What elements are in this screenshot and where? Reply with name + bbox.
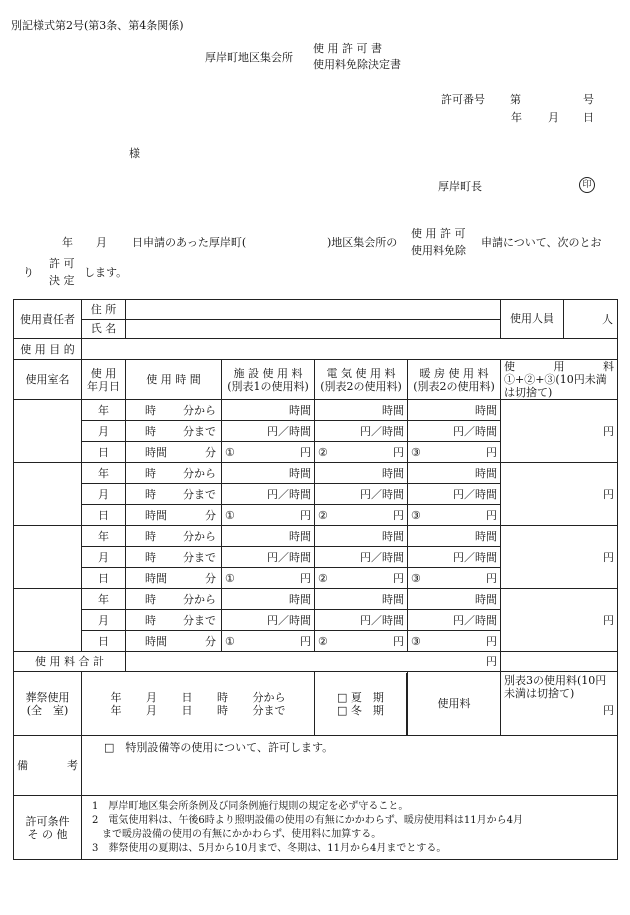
condition-2a: 2 電気使用料は、午後6時より照明設備の使用の有無にかかわらず、暖房使用料は11月から4月	[92, 814, 524, 826]
title-line2: 使用料免除決定書	[313, 58, 401, 71]
elec-subtotal	[315, 442, 408, 463]
funeral-to-hour: 時	[216, 703, 228, 717]
heat-subtotal	[408, 631, 501, 652]
heat-fee-sub: (別表2の使用料)	[413, 379, 495, 393]
intro-day-text: 日申請のあった厚岸町(	[132, 236, 247, 249]
heat-subtotal-yen: 円	[486, 634, 497, 648]
name-field[interactable]	[126, 319, 501, 339]
conditions-label-1: 許可条件	[25, 814, 70, 828]
time-to-minute: 分まで	[183, 487, 216, 501]
time-from-minute: 分から	[183, 466, 216, 480]
funeral-to-year: 年	[110, 703, 122, 717]
heat-subtotal	[408, 442, 501, 463]
intro-year: 年	[62, 236, 73, 249]
duration-hours: 時間	[145, 634, 167, 648]
intro-ri: り	[23, 266, 34, 279]
summer-checkbox[interactable]: □ 夏 期	[337, 690, 384, 704]
heat-subtotal-yen: 円	[486, 571, 497, 585]
funeral-label-line1: 葬祭使用	[25, 690, 70, 704]
elec-subtotal	[315, 631, 408, 652]
fee-sum-char2: 用	[553, 360, 565, 373]
duration-minutes: 分	[205, 571, 216, 585]
purpose-field[interactable]	[82, 339, 618, 360]
time-duration[interactable]	[126, 631, 222, 652]
circle-3: ③	[411, 634, 421, 648]
room-blocks	[14, 400, 618, 652]
time-to[interactable]	[126, 547, 222, 568]
fee-sum-header	[501, 360, 618, 400]
time-from[interactable]	[126, 463, 222, 484]
funeral-to-minute: 分まで	[252, 703, 286, 717]
funeral-dates[interactable]	[82, 672, 315, 736]
elec-subtotal-yen: 円	[393, 634, 404, 648]
room-name-field[interactable]	[14, 526, 82, 589]
date-month-cell: 月	[82, 484, 126, 505]
fee-sum-yen: 円	[501, 463, 618, 526]
time-from[interactable]	[126, 400, 222, 421]
duration-hours: 時間	[145, 571, 167, 585]
facility-subtotal	[222, 505, 315, 526]
circle-3: ③	[411, 445, 421, 459]
facility-fee-sub: (別表1の使用料)	[227, 379, 309, 393]
time-to[interactable]	[126, 484, 222, 505]
circle-1: ①	[225, 508, 235, 522]
intro-option-decide: 決 定	[49, 274, 75, 287]
elec-fee-label: 電 気 使 用 料	[326, 366, 396, 380]
intro-request-text: 申請について、次のとお	[481, 236, 602, 249]
time-from-hour: 時	[145, 466, 156, 480]
facility-rate: 円／時間	[222, 610, 315, 631]
fee-sum-char1: 使	[504, 360, 515, 373]
date-month-cell: 月	[82, 547, 126, 568]
date-month-cell: 月	[82, 610, 126, 631]
fee-sum-yen: 円	[501, 589, 618, 652]
date-year-cell: 年	[82, 526, 126, 547]
circle-2: ②	[318, 571, 328, 585]
facility-subtotal	[222, 568, 315, 589]
purpose-label: 使 用 目 的	[14, 339, 82, 360]
date-day-cell: 日	[82, 442, 126, 463]
duration-minutes: 分	[205, 445, 216, 459]
time-to[interactable]	[126, 610, 222, 631]
circle-1: ①	[225, 634, 235, 648]
title-line1: 使 用 許 可 書	[313, 42, 382, 55]
elec-rate: 円／時間	[315, 610, 408, 631]
elec-hours: 時間	[315, 463, 408, 484]
time-from-hour: 時	[145, 403, 156, 417]
facility-subtotal-yen: 円	[300, 571, 311, 585]
time-to[interactable]	[126, 421, 222, 442]
winter-checkbox[interactable]: □ 冬 期	[337, 703, 384, 717]
funeral-to-month: 月	[146, 703, 158, 717]
intro-end-text: します。	[84, 266, 128, 279]
elec-subtotal	[315, 505, 408, 526]
facility-hours: 時間	[222, 526, 315, 547]
org-name: 厚岸町地区集会所	[205, 51, 293, 64]
funeral-from-month: 月	[146, 690, 158, 704]
time-to-minute: 分まで	[183, 424, 216, 438]
circle-3: ③	[411, 508, 421, 522]
facility-hours: 時間	[222, 463, 315, 484]
room-name-field[interactable]	[14, 463, 82, 526]
circle-2: ②	[318, 634, 328, 648]
time-from-hour: 時	[145, 592, 156, 606]
heat-rate: 円／時間	[408, 484, 501, 505]
time-to-minute: 分まで	[183, 550, 216, 564]
condition-3: 3 葬祭使用の夏期は、5月から10月まで、冬期は、11月から4月までとする。	[92, 842, 447, 854]
time-from[interactable]	[126, 526, 222, 547]
heat-rate: 円／時間	[408, 547, 501, 568]
heat-fee-header	[408, 360, 501, 400]
fee-sum-yen: 円	[501, 400, 618, 463]
time-from[interactable]	[126, 589, 222, 610]
circle-1: ①	[225, 445, 235, 459]
elec-rate: 円／時間	[315, 484, 408, 505]
name-label: 氏 名	[82, 319, 126, 339]
date-year: 年	[511, 111, 522, 124]
circle-2: ②	[318, 508, 328, 522]
facility-hours: 時間	[222, 400, 315, 421]
elec-fee-header	[315, 360, 408, 400]
circle-2: ②	[318, 445, 328, 459]
heat-hours: 時間	[408, 589, 501, 610]
funeral-from-day: 日	[181, 690, 193, 704]
date-day-cell: 日	[82, 505, 126, 526]
facility-subtotal-yen: 円	[300, 508, 311, 522]
heat-hours: 時間	[408, 463, 501, 484]
duration-hours: 時間	[145, 445, 167, 459]
facility-subtotal-yen: 円	[300, 634, 311, 648]
fee-sum-char3: 料	[603, 360, 614, 373]
address-label: 住 所	[82, 300, 126, 320]
facility-hours: 時間	[222, 589, 315, 610]
funeral-label	[14, 672, 82, 736]
facility-fee-header	[222, 360, 315, 400]
heat-subtotal-yen: 円	[486, 508, 497, 522]
funeral-from-year: 年	[110, 690, 122, 704]
heat-subtotal	[408, 505, 501, 526]
table3-note: 別表3の使用料(10円未満は切捨て)	[504, 674, 607, 700]
fee-sum-yen: 円	[501, 526, 618, 589]
elec-hours: 時間	[315, 589, 408, 610]
circle-3: ③	[411, 571, 421, 585]
total-label: 使 用 料 合 計	[14, 652, 126, 672]
elec-rate: 円／時間	[315, 547, 408, 568]
heat-hours: 時間	[408, 526, 501, 547]
funeral-from-minute: 分から	[252, 690, 286, 704]
facility-rate: 円／時間	[222, 484, 315, 505]
condition-1: 1 厚岸町地区集会所条例及び同条例施行規則の規定を必ず守ること。	[92, 800, 409, 812]
time-duration[interactable]	[126, 442, 222, 463]
facility-subtotal	[222, 442, 315, 463]
time-from-hour: 時	[145, 529, 156, 543]
facility-subtotal-yen: 円	[300, 445, 311, 459]
duration-hours: 時間	[145, 508, 167, 522]
permit-no-suffix: 号	[583, 93, 594, 106]
table3-cell	[501, 672, 618, 736]
table3-yen: 円	[603, 704, 614, 717]
season-cell	[315, 672, 408, 736]
room-name-field[interactable]	[14, 589, 82, 652]
elec-subtotal-yen: 円	[393, 445, 404, 459]
intro-month: 月	[96, 236, 107, 249]
remarks-field[interactable]	[82, 736, 618, 796]
remarks-text: □ 特別設備等の使用について、許可します。	[104, 741, 334, 754]
heat-fee-label: 暖 房 使 用 料	[419, 366, 489, 380]
duration-minutes: 分	[205, 634, 216, 648]
intro-option-exempt: 使用料免除	[411, 244, 466, 257]
conditions-label	[14, 796, 82, 860]
elec-fee-sub: (別表2の使用料)	[320, 379, 402, 393]
elec-subtotal-yen: 円	[393, 571, 404, 585]
intro-hall-text: )地区集会所の	[327, 236, 398, 249]
responsible-label: 使用責任者	[14, 300, 82, 339]
time-duration[interactable]	[126, 505, 222, 526]
fee-sum-formula: ①+②+③(10円未満は切捨て)	[504, 373, 607, 399]
time-to-hour: 時	[145, 424, 156, 438]
facility-subtotal	[222, 631, 315, 652]
date-year-cell: 年	[82, 589, 126, 610]
conditions-label-2: そ の 他	[27, 827, 68, 841]
circle-1: ①	[225, 571, 235, 585]
permit-no-prefix: 第	[510, 93, 521, 106]
date-month-cell: 月	[82, 421, 126, 442]
total-yen: 円	[126, 652, 501, 672]
time-from-minute: 分から	[183, 403, 216, 417]
seal-mark: 印	[579, 177, 595, 193]
permit-form-table	[13, 299, 618, 860]
date-day-cell: 日	[82, 631, 126, 652]
headcount-cell	[501, 300, 618, 339]
elec-subtotal-yen: 円	[393, 508, 404, 522]
heat-rate: 円／時間	[408, 421, 501, 442]
heat-rate: 円／時間	[408, 610, 501, 631]
date-year-cell: 年	[82, 463, 126, 484]
use-date-label: 使 用 年月日	[82, 360, 126, 400]
intro-option-permit: 使 用 許 可	[411, 227, 466, 240]
funeral-from-hour: 時	[216, 690, 228, 704]
total-blank	[501, 652, 618, 672]
form-number: 別記様式第2号(第3条、第4条関係)	[11, 19, 184, 32]
headcount-label: 使用人員	[501, 300, 564, 338]
funeral-fee-label: 使用料	[408, 672, 501, 736]
funeral-label-line2: (全 室)	[26, 703, 69, 717]
facility-rate: 円／時間	[222, 547, 315, 568]
remarks-label-1: 備	[17, 759, 28, 772]
remarks-label-2: 考	[67, 759, 78, 772]
elec-hours: 時間	[315, 526, 408, 547]
time-to-hour: 時	[145, 550, 156, 564]
room-label: 使用室名	[14, 360, 82, 400]
permit-no-label: 許可番号	[441, 93, 485, 106]
date-day-cell: 日	[82, 568, 126, 589]
funeral-to-day: 日	[181, 703, 193, 717]
facility-fee-label: 施 設 使 用 料	[233, 366, 303, 380]
intro-option-permit2: 許 可	[49, 257, 75, 270]
heat-hours: 時間	[408, 400, 501, 421]
time-from-minute: 分から	[183, 592, 216, 606]
elec-subtotal	[315, 568, 408, 589]
date-year-cell: 年	[82, 400, 126, 421]
remarks-label	[14, 736, 82, 796]
room-name-field[interactable]	[14, 400, 82, 463]
date-month: 月	[548, 111, 559, 124]
person-unit: 人	[602, 312, 613, 326]
time-to-minute: 分まで	[183, 613, 216, 627]
date-day: 日	[583, 111, 594, 124]
conditions-text	[82, 796, 618, 860]
issuer: 厚岸町長	[438, 180, 482, 193]
duration-minutes: 分	[205, 508, 216, 522]
elec-rate: 円／時間	[315, 421, 408, 442]
addressee-suffix: 様	[129, 147, 140, 160]
time-to-hour: 時	[145, 487, 156, 501]
elec-hours: 時間	[315, 400, 408, 421]
time-to-hour: 時	[145, 613, 156, 627]
heat-subtotal	[408, 568, 501, 589]
time-from-minute: 分から	[183, 529, 216, 543]
time-duration[interactable]	[126, 568, 222, 589]
condition-2b: まで暖房設備の使用の有無にかかわらず、使用料に加算する。	[92, 828, 382, 840]
address-field[interactable]	[126, 300, 501, 320]
facility-rate: 円／時間	[222, 421, 315, 442]
use-time-label: 使 用 時 間	[126, 360, 222, 400]
heat-subtotal-yen: 円	[486, 445, 497, 459]
